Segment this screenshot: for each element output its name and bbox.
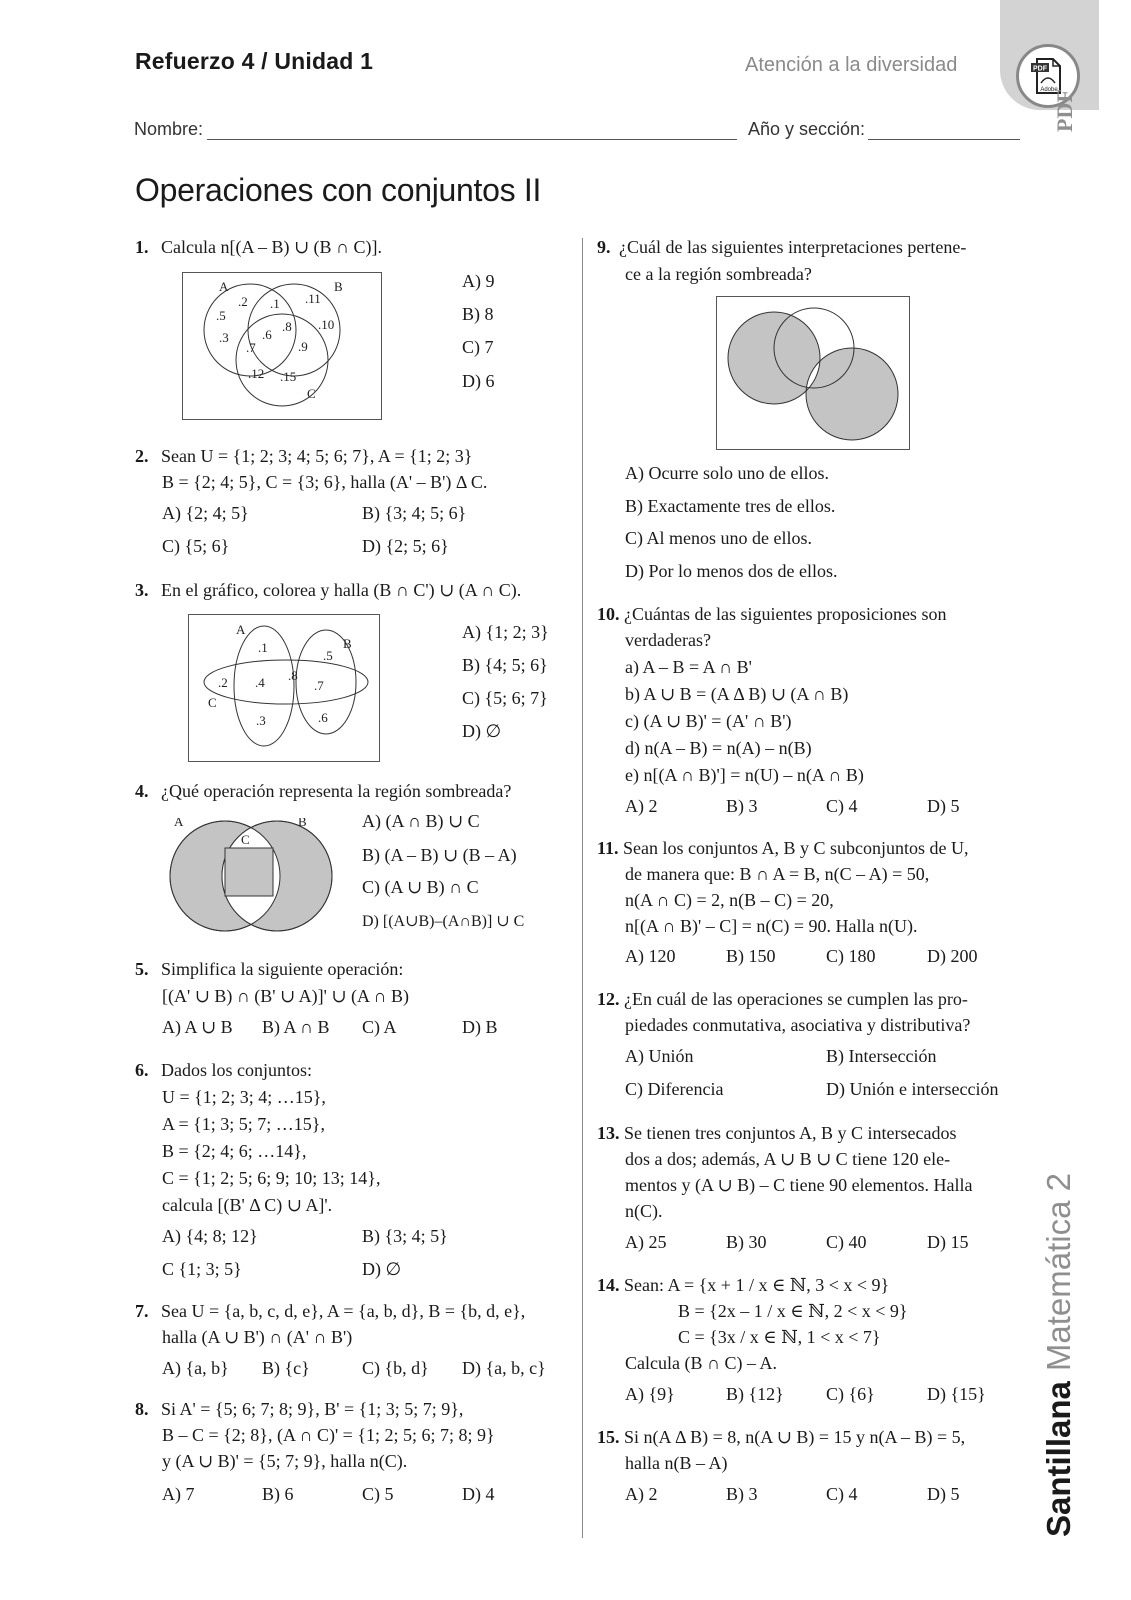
option-d[interactable]: D) 200 [927,946,978,966]
name-label: Nombre: [134,119,204,139]
set-label-b: B [343,636,352,651]
question-text-line: B = {2; 4; 5}, C = {3; 6}, halla (A' – B') Δ C. [162,472,488,492]
question-14 [597,1272,889,1298]
question-text-line: n[(A ∩ B)' – C] = n(C) = 90. Halla n(U). [625,916,918,936]
region-value: .15 [280,369,297,384]
venn-diagram-q1 [182,272,382,420]
option-d[interactable]: D) [(A∪B)–(A∩B)] ∪ C [362,913,525,930]
name-field-line[interactable] [207,139,737,140]
option-b[interactable]: B) {c} [262,1358,310,1378]
question-2 [135,443,472,469]
question-text: Calcula n[(A – B) ∪ (B ∩ C)]. [161,237,383,257]
option-b[interactable]: B) 8 [462,304,494,324]
question-3 [135,577,521,603]
option-a[interactable]: A) {a, b} [162,1358,229,1378]
option-b[interactable]: B) {3; 4; 5; 6} [362,503,467,523]
question-text-line: halla n(B – A) [625,1453,728,1473]
question-text: Sean: A = {x + 1 / x ∈ ℕ, 3 < x < 9} [624,1275,890,1295]
set-label-c: C [307,386,316,401]
question-text-line: halla (A ∪ B') ∩ (A' ∩ B') [162,1327,353,1347]
option-d[interactable]: D) {15} [927,1384,986,1404]
question-text-line: B – C = {2; 8}, (A ∩ C)' = {1; 2; 5; 6; 7; 8; 9} [162,1425,495,1445]
option-a[interactable]: A) Unión [625,1046,694,1066]
set-label-a: A [236,622,246,637]
question-text-line: n(A ∩ C) = 2, n(B – C) = 20, [625,890,834,910]
option-c[interactable]: C) {5; 6; 7} [462,688,548,708]
section-label: Atención a la diversidad [745,54,958,76]
region-value: .9 [298,339,308,354]
option-c[interactable]: C) A [362,1017,397,1037]
question-12 [597,986,968,1012]
question-text: ¿Cuál de las siguientes interpretaciones pertene- [619,237,967,257]
question-number: 13. [597,1123,620,1143]
region-value: .1 [258,640,268,655]
proposition-a: a) A – B = A ∩ B' [625,657,752,677]
pdf-vertical-label: PDF [1052,89,1077,132]
question-5 [135,956,403,982]
option-a[interactable]: A) (A ∩ B) ∪ C [362,811,480,831]
option-b[interactable]: B) (A – B) ∪ (B – A) [362,845,517,865]
option-b[interactable]: B) 3 [726,1484,758,1504]
option-c[interactable]: C) {6} [826,1384,875,1404]
option-d[interactable]: D) 4 [462,1484,495,1504]
question-number: 15. [597,1427,620,1447]
option-a[interactable]: A) Ocurre solo uno de ellos. [625,463,829,483]
set-label-c: C [208,695,217,710]
question-number: 10. [597,604,620,624]
brand-vertical [1040,1173,1078,1537]
option-a[interactable]: A) 120 [625,946,676,966]
year-section-label: Año y sección: [748,119,866,139]
unit-label: Refuerzo 4 / Unidad 1 [135,48,374,74]
question-number: 6. [135,1060,149,1080]
pdf-icon-label: PDF [1033,65,1047,73]
option-a[interactable]: A) 9 [462,271,495,291]
option-b[interactable]: B) 3 [726,796,758,816]
set-label-b: B [334,279,343,294]
option-a[interactable]: A) 25 [625,1232,667,1252]
option-b[interactable]: B) 150 [726,946,776,966]
option-d[interactable]: D) 6 [462,371,495,391]
option-b[interactable]: B) {4; 5; 6} [462,655,548,675]
question-text-line: U = {1; 2; 3; 4; …15}, [162,1087,326,1107]
proposition-b: b) A ∪ B = (A Δ B) ∪ (A ∩ B) [625,684,849,704]
option-d[interactable]: D) {a, b, c} [462,1358,546,1378]
question-8 [135,1396,463,1422]
option-a[interactable]: A) {4; 8; 12} [162,1226,258,1246]
question-7 [135,1298,525,1324]
option-a[interactable]: A) 2 [625,1484,658,1504]
option-c[interactable]: C) 4 [826,1484,858,1504]
option-a[interactable]: A) 7 [162,1484,195,1504]
question-text: Simplifica la siguiente operación: [161,959,404,979]
region-value: .12 [248,366,265,381]
option-b[interactable]: B) 30 [726,1232,767,1252]
question-6 [135,1057,312,1083]
option-c[interactable]: C) Al menos uno de ellos. [625,528,812,548]
question-text: Se tienen tres conjuntos A, B y C intersecados [624,1123,957,1143]
venn-diagram-q4 [168,818,336,933]
proposition-e: e) n[(A ∩ B)'] = n(U) – n(A ∩ B) [625,765,864,785]
question-text: Si n(A Δ B) = 8, n(A ∪ B) = 15 y n(A – B) = 5, [624,1427,966,1447]
option-d[interactable]: D) ∅ [462,721,502,741]
question-text-line: C = {3x / x ∈ ℕ, 1 < x < 7} [678,1327,881,1347]
region-value: .8 [288,668,298,683]
option-a[interactable]: A) {1; 2; 3} [462,622,549,642]
proposition-d: d) n(A – B) = n(A) – n(B) [625,738,812,758]
question-1 [135,234,382,260]
question-number: 9. [597,237,611,257]
question-number: 12. [597,989,620,1009]
option-b[interactable]: B) Intersección [826,1046,937,1066]
option-d[interactable]: D) B [462,1017,498,1037]
option-c[interactable]: C {1; 3; 5} [162,1259,242,1279]
region-value: .5 [323,648,333,663]
option-a[interactable]: A) 2 [625,796,658,816]
option-d[interactable]: D) Por lo menos dos de ellos. [625,561,838,581]
question-10 [597,601,946,627]
question-text: ¿Qué operación representa la región sombreada? [161,781,512,801]
option-c[interactable]: C) 7 [462,337,494,357]
question-text-line: y (A ∪ B)' = {5; 7; 9}, halla n(C). [162,1451,408,1471]
option-b[interactable]: B) 6 [262,1484,294,1504]
set-label-c: C [241,832,250,847]
region-value: .1 [270,296,280,311]
question-13 [597,1120,956,1146]
year-section-field-line[interactable] [868,139,1020,140]
question-text-line: piedades conmutativa, asociativa y distributiva? [625,1015,971,1035]
question-text: Sean los conjuntos A, B y C subconjuntos de U, [623,838,969,858]
page-title: Operaciones con conjuntos II [135,172,542,208]
question-text-line: n(C). [625,1201,663,1221]
question-text-line: ce a la región sombreada? [625,264,812,284]
option-d[interactable]: D) 5 [927,1484,960,1504]
option-d[interactable]: D) Unión e intersección [826,1079,999,1099]
question-number: 8. [135,1399,149,1419]
question-text-line: B = {2x – 1 / x ∈ ℕ, 2 < x < 9} [678,1301,908,1321]
adobe-label: Adobe [1040,87,1058,93]
option-a[interactable]: A) {2; 4; 5} [162,503,249,523]
question-text-line: de manera que: B ∩ A = B, n(C – A) = 50, [625,864,930,884]
option-c[interactable]: C) Diferencia [625,1079,724,1099]
proposition-c: c) (A ∪ B)' = (A' ∩ B') [625,711,792,731]
option-c[interactable]: C) {5; 6} [162,536,230,556]
region-value: .5 [216,308,226,323]
question-text: Si A' = {5; 6; 7; 8; 9}, B' = {1; 3; 5; 7; 9}, [161,1399,464,1419]
region-value: .7 [246,340,256,355]
question-number: 2. [135,446,149,466]
region-value: .3 [219,330,229,345]
option-c[interactable]: C) 40 [826,1232,867,1252]
question-text: ¿En cuál de las operaciones se cumplen las pro- [624,989,968,1009]
question-text-line: verdaderas? [625,630,711,650]
question-text-line: calcula [(B' Δ C) ∪ A]'. [162,1195,333,1215]
question-4 [135,778,511,804]
venn-diagram-q3 [188,614,380,762]
option-b[interactable]: B) Exactamente tres de ellos. [625,496,836,516]
option-a[interactable]: A) {9} [625,1384,675,1404]
option-d[interactable]: D) ∅ [362,1259,402,1279]
question-number: 1. [135,237,149,257]
region-value: .6 [262,327,272,342]
region-value: .2 [218,675,228,690]
region-value: .8 [282,319,292,334]
question-text-line: [(A' ∪ B) ∩ (B' ∪ A)]' ∪ (A ∩ B) [162,986,409,1006]
question-text-line: A = {1; 3; 5; 7; …15}, [162,1114,325,1134]
question-text: Dados los conjuntos: [161,1060,312,1080]
question-text: ¿Cuántas de las siguientes proposiciones son [624,604,947,624]
question-number: 5. [135,959,149,979]
option-b[interactable]: B) {12} [726,1384,784,1404]
question-11 [597,835,969,861]
question-number: 7. [135,1301,149,1321]
option-c[interactable]: C) {b, d} [362,1358,429,1378]
question-text: Sean U = {1; 2; 3; 4; 5; 6; 7}, A = {1; 2; 3} [161,446,473,466]
product-name: Matemática 2 [1040,1173,1077,1372]
region-value: .4 [255,675,265,690]
question-text-line: dos a dos; además, A ∪ B ∪ C tiene 120 ele- [625,1149,951,1169]
option-d[interactable]: D) 5 [927,796,960,816]
question-text: En el gráfico, colorea y halla (B ∩ C') ∪ (A ∩ C). [161,580,522,600]
option-a[interactable]: A) A ∪ B [162,1017,233,1037]
option-d[interactable]: D) 15 [927,1232,969,1252]
option-d[interactable]: D) {2; 5; 6} [362,536,449,556]
option-c[interactable]: C) 4 [826,796,858,816]
question-15 [597,1424,965,1450]
region-value: .7 [314,678,324,693]
region-value: .6 [318,710,328,725]
question-number: 11. [597,838,619,858]
region-value: .2 [238,294,248,309]
question-number: 3. [135,580,149,600]
region-value: .10 [318,317,335,332]
set-label-a: A [219,279,229,294]
question-number: 4. [135,781,149,801]
column-divider [582,238,583,1538]
question-text-line: mentos y (A ∪ B) – C tiene 90 elementos. Halla [625,1175,973,1195]
question-text-line: C = {1; 2; 5; 6; 9; 10; 13; 14}, [162,1168,381,1188]
option-c[interactable]: C) 180 [826,946,876,966]
set-label-b: B [298,818,307,829]
question-text: Sea U = {a, b, c, d, e}, A = {a, b, d}, B = {b, d, e}, [161,1301,526,1321]
question-9 [597,234,966,260]
question-number: 14. [597,1275,620,1295]
region-value: .11 [305,291,321,306]
option-c[interactable]: C) (A ∪ B) ∩ C [362,877,479,897]
brand-name: Santillana [1040,1381,1077,1537]
set-label-a: A [174,818,184,829]
question-text-line: B = {2; 4; 6; …14}, [162,1141,307,1161]
venn-diagram-q9 [716,296,910,450]
region-value: .3 [256,713,266,728]
question-text-line: Calcula (B ∩ C) – A. [625,1353,777,1373]
option-c[interactable]: C) 5 [362,1484,394,1504]
option-b[interactable]: B) {3; 4; 5} [362,1226,448,1246]
option-b[interactable]: B) A ∩ B [262,1017,330,1037]
